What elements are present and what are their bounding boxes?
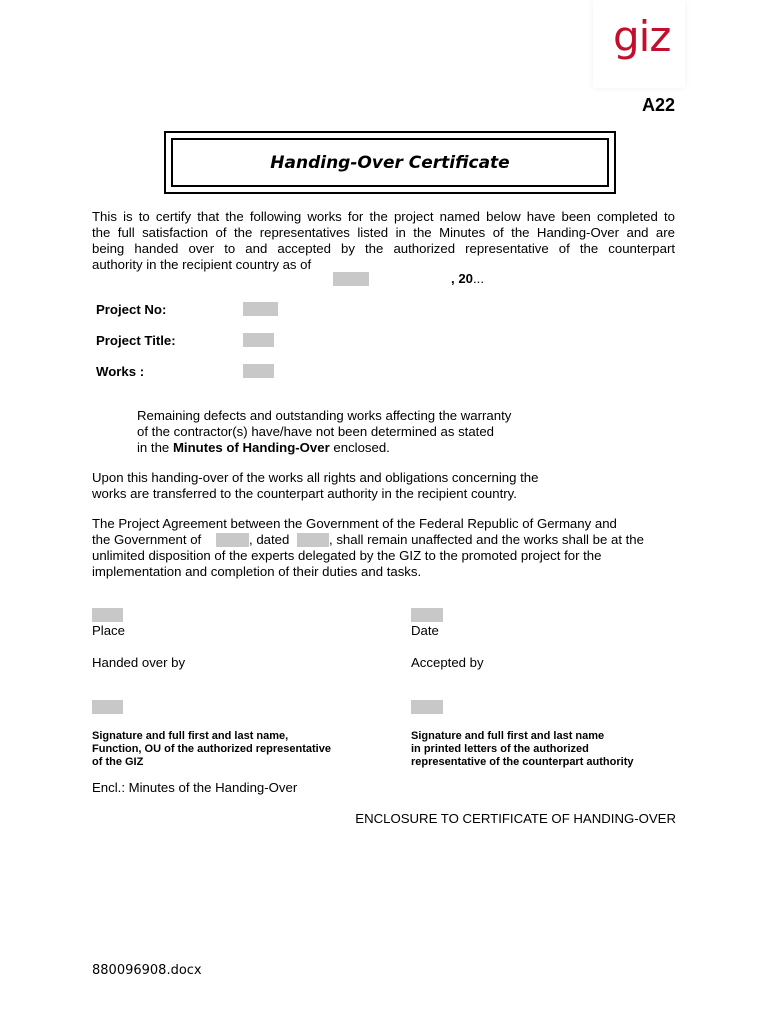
date-day-field[interactable] xyxy=(333,272,369,286)
footer-filename: 880096908.docx xyxy=(92,963,202,978)
project-no-field[interactable] xyxy=(243,302,278,316)
intro-line-1: This is to certify that the following works for the project named below have been completed to xyxy=(92,209,675,224)
accepted-by-label: Accepted by xyxy=(411,655,484,670)
place-field[interactable] xyxy=(92,608,123,622)
remaining-line-3 xyxy=(137,440,390,456)
title-box xyxy=(164,131,616,194)
right-signature-note-2: in printed letters of the authorized xyxy=(411,743,589,755)
enclosure-note: Encl.: Minutes of the Handing-Over xyxy=(92,780,298,795)
intro-line-2: the full satisfaction of the representatives listed in the Minutes of the Handing-Over and are xyxy=(92,225,675,240)
remaining-line-3-post: enclosed. xyxy=(329,440,390,455)
left-signature-note-2: Function, OU of the authorized representative xyxy=(92,743,331,755)
agreement-line-3: unlimited disposition of the experts delegated by the GIZ to the promoted project for the xyxy=(92,548,602,563)
remaining-line-1: Remaining defects and outstanding works affecting the warranty xyxy=(137,408,512,423)
enclosure-heading: ENCLOSURE TO CERTIFICATE OF HANDING-OVER xyxy=(355,811,676,826)
left-signature-note-1: Signature and full first and last name, xyxy=(92,730,289,742)
minutes-of-handing-over: Minutes of Handing-Over xyxy=(172,440,330,455)
handed-over-by-label: Handed over by xyxy=(92,655,186,670)
accepted-signature-field[interactable] xyxy=(411,700,443,714)
right-signature-note-1: Signature and full first and last name xyxy=(411,730,605,742)
giz-logo: giz xyxy=(613,12,671,61)
agreement-line-2c: , shall remain unaffected and the works shall be at the xyxy=(329,532,644,547)
remaining-line-3-pre: in the xyxy=(137,440,173,455)
agreement-line-1: The Project Agreement between the Government of the Federal Republic of Germany and xyxy=(92,516,617,531)
agreement-line-4: implementation and completion of their duties and tasks. xyxy=(92,564,422,579)
works-field[interactable] xyxy=(243,364,274,378)
project-no-label: Project No: xyxy=(96,302,167,317)
transfer-line-1: Upon this handing-over of the works all rights and obligations concerning the xyxy=(92,470,539,485)
form-code: A22 xyxy=(641,95,675,115)
works-label: Works : xyxy=(96,364,145,379)
intro-line-3: being handed over to and accepted by the authorized representative of the counterpart xyxy=(92,241,675,256)
government-of-field[interactable] xyxy=(216,533,249,547)
handed-over-signature-field[interactable] xyxy=(92,700,123,714)
date-label: Date xyxy=(411,623,439,638)
dated-field[interactable] xyxy=(297,533,329,547)
place-label: Place xyxy=(92,623,125,638)
year-placeholder: ... xyxy=(473,271,484,286)
year-prefix: , 20 xyxy=(451,271,473,286)
right-signature-note-3: representative of the counterpart authority xyxy=(411,756,634,768)
project-title-field[interactable] xyxy=(243,333,274,347)
agreement-line-2b: , dated xyxy=(249,532,290,547)
title-box-inner xyxy=(171,138,609,187)
agreement-line-2a: the Government of xyxy=(92,532,202,547)
left-signature-note-3: of the GIZ xyxy=(92,756,144,768)
intro-year xyxy=(451,271,484,287)
date-field[interactable] xyxy=(411,608,443,622)
project-title-label: Project Title: xyxy=(96,333,176,348)
intro-line-4: authority in the recipient country as of xyxy=(92,257,312,272)
remaining-line-2: of the contractor(s) have/have not been determined as stated xyxy=(137,424,495,439)
page-title: Handing-Over Certificate xyxy=(270,152,510,173)
transfer-line-2: works are transferred to the counterpart authority in the recipient country. xyxy=(92,486,517,501)
